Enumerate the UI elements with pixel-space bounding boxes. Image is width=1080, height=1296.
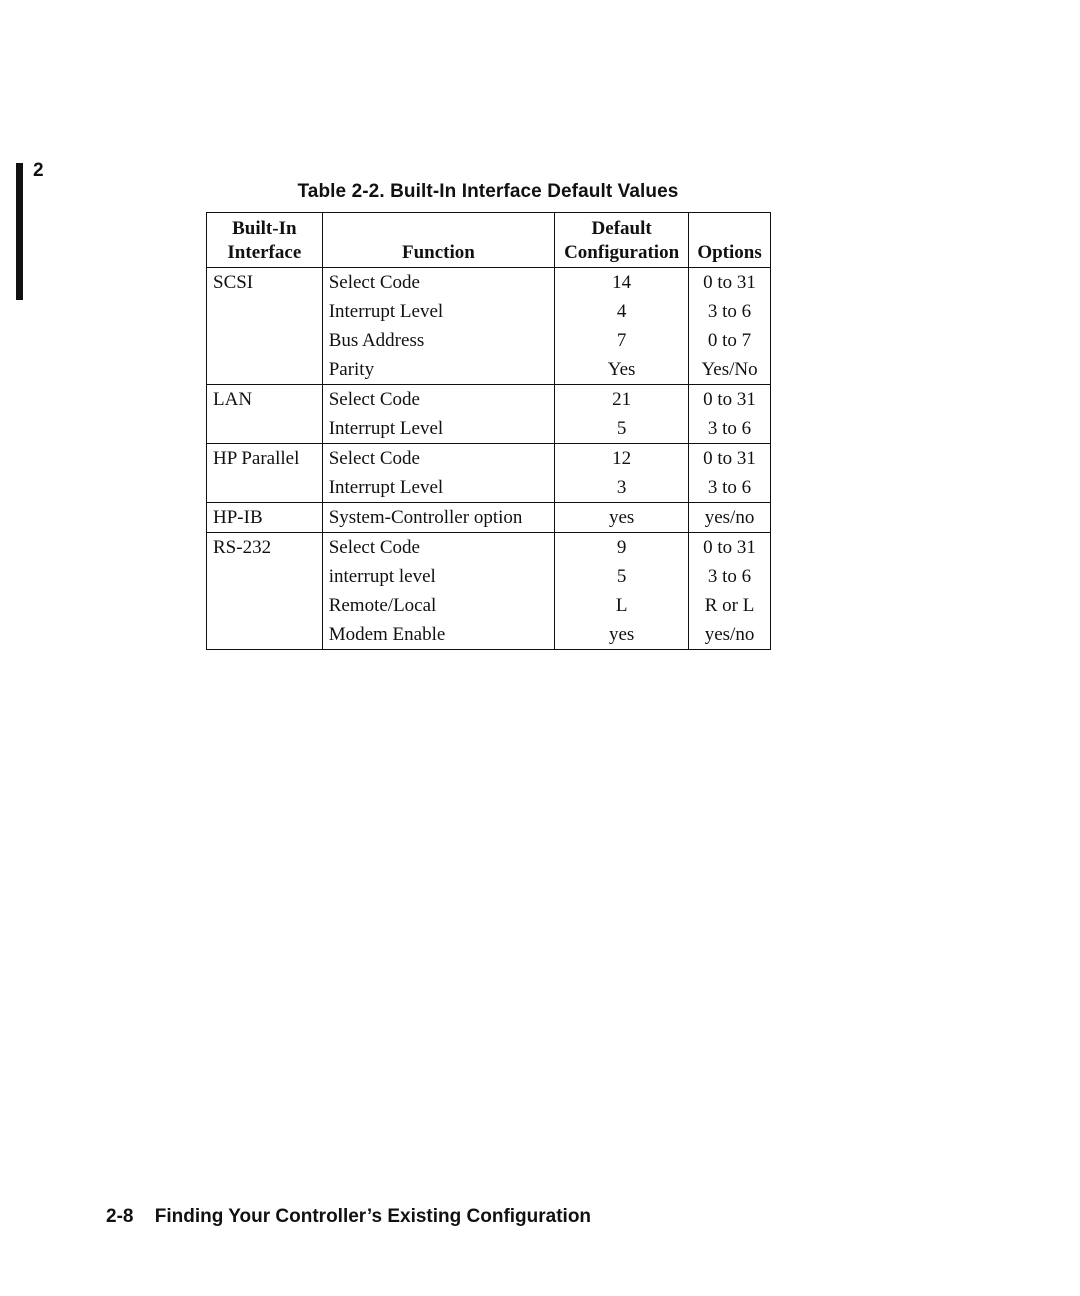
default-cell bbox=[555, 385, 689, 444]
default-value: 3 bbox=[616, 477, 627, 498]
function-cell bbox=[322, 268, 555, 385]
interface-name: HP-IB bbox=[213, 507, 263, 528]
function-value: Select Code bbox=[328, 448, 420, 469]
footer-section-title: Finding Your Controller’s Existing Configuration bbox=[154, 1206, 592, 1227]
interface-name: HP Parallel bbox=[213, 448, 300, 469]
function-value: Select Code bbox=[328, 272, 420, 293]
options-value: yes/no bbox=[704, 624, 755, 645]
options-value: 0 to 7 bbox=[707, 330, 752, 351]
default-cell bbox=[555, 533, 689, 650]
function-cell bbox=[322, 503, 555, 533]
function-cell bbox=[322, 444, 555, 503]
options-value: 0 to 31 bbox=[703, 448, 756, 469]
default-value: 4 bbox=[616, 301, 627, 322]
table-row bbox=[207, 385, 771, 444]
default-value: yes bbox=[608, 624, 635, 645]
function-value: Parity bbox=[328, 359, 375, 380]
footer-page-number: 2-8 bbox=[106, 1206, 134, 1227]
options-value: 0 to 31 bbox=[703, 537, 756, 558]
default-value: 21 bbox=[612, 389, 632, 410]
function-value: Interrupt Level bbox=[328, 477, 444, 498]
function-value: Bus Address bbox=[328, 330, 425, 351]
function-value: Remote/Local bbox=[328, 595, 437, 616]
options-cell bbox=[689, 533, 771, 650]
default-value: yes bbox=[608, 507, 635, 528]
options-value: 3 to 6 bbox=[707, 301, 752, 322]
default-value: L bbox=[615, 595, 628, 616]
default-value: 5 bbox=[616, 566, 627, 587]
header-default-line-1: Default bbox=[591, 218, 652, 239]
options-cell bbox=[689, 385, 771, 444]
options-value: 3 to 6 bbox=[707, 477, 752, 498]
options-cell bbox=[689, 503, 771, 533]
function-value: System-Controller option bbox=[328, 507, 523, 528]
interface-cell bbox=[207, 503, 323, 533]
options-value: 3 to 6 bbox=[707, 566, 752, 587]
header-options: Options bbox=[689, 213, 771, 268]
options-cell bbox=[689, 268, 771, 385]
function-value: Interrupt Level bbox=[328, 301, 444, 322]
default-value: 12 bbox=[612, 448, 632, 469]
options-value: Yes/No bbox=[701, 359, 758, 380]
function-value: Select Code bbox=[328, 537, 420, 558]
table-row bbox=[207, 503, 771, 533]
table-row bbox=[207, 533, 771, 650]
default-value: 9 bbox=[616, 537, 627, 558]
default-cell bbox=[555, 444, 689, 503]
function-cell bbox=[322, 533, 555, 650]
options-cell bbox=[689, 444, 771, 503]
options-value: 0 to 31 bbox=[703, 389, 756, 410]
header-default-line-2: Configuration bbox=[564, 242, 680, 263]
interface-name: RS-232 bbox=[213, 537, 272, 558]
interface-cell bbox=[207, 533, 323, 650]
header-interface bbox=[207, 213, 323, 268]
chapter-tab-number: 2 bbox=[33, 160, 44, 181]
interface-cell bbox=[207, 268, 323, 385]
header-interface-line-2: Interface bbox=[227, 242, 302, 263]
chapter-marker-bar bbox=[16, 163, 23, 300]
options-value: 0 to 31 bbox=[703, 272, 756, 293]
table-body bbox=[207, 268, 771, 650]
function-value: Interrupt Level bbox=[328, 418, 444, 439]
function-value: Modem Enable bbox=[328, 624, 446, 645]
page-footer bbox=[106, 1206, 591, 1228]
interface-name: SCSI bbox=[213, 272, 254, 293]
function-cell bbox=[322, 385, 555, 444]
table-header-row bbox=[207, 213, 771, 268]
default-cell bbox=[555, 268, 689, 385]
interface-cell bbox=[207, 385, 323, 444]
header-default-configuration bbox=[555, 213, 689, 268]
header-function: Function bbox=[322, 213, 555, 268]
default-value: 5 bbox=[616, 418, 627, 439]
default-value: 7 bbox=[616, 330, 627, 351]
table-title: Table 2-2. Built-In Interface Default Values bbox=[297, 181, 679, 202]
options-value: yes/no bbox=[704, 507, 755, 528]
interface-defaults-table bbox=[206, 212, 771, 650]
table-row bbox=[207, 268, 771, 385]
function-value: interrupt level bbox=[328, 566, 436, 587]
options-value: 3 to 6 bbox=[707, 418, 752, 439]
default-value: Yes bbox=[607, 359, 636, 380]
default-value: 14 bbox=[612, 272, 632, 293]
header-interface-line-1: Built-In bbox=[232, 218, 297, 239]
interface-cell bbox=[207, 444, 323, 503]
table-row bbox=[207, 444, 771, 503]
interface-name: LAN bbox=[213, 389, 253, 410]
default-cell bbox=[555, 503, 689, 533]
function-value: Select Code bbox=[328, 389, 420, 410]
options-value: R or L bbox=[704, 595, 755, 616]
